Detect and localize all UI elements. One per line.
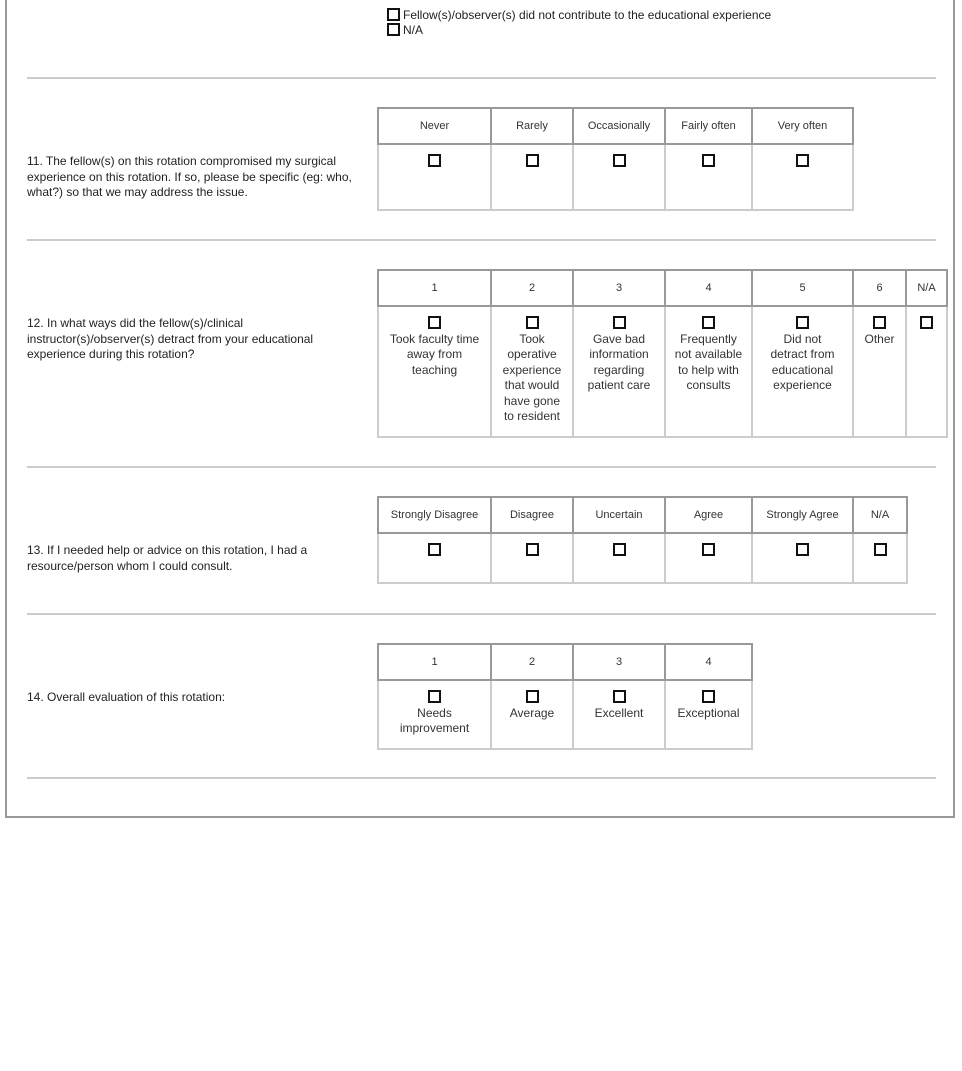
checkbox-na[interactable] bbox=[874, 543, 887, 556]
option-label: Other bbox=[864, 331, 895, 346]
column-header: N/A bbox=[853, 497, 907, 533]
checkbox-rarely[interactable] bbox=[526, 154, 539, 167]
answer-cell bbox=[752, 144, 853, 210]
column-header: 5 bbox=[752, 270, 853, 306]
divider bbox=[27, 613, 936, 615]
answer-cell bbox=[665, 680, 752, 749]
checkbox-4[interactable] bbox=[702, 316, 715, 329]
answer-cell bbox=[378, 680, 491, 749]
answer-cell bbox=[491, 680, 573, 749]
column-header: Disagree bbox=[491, 497, 573, 533]
column-header: Agree bbox=[665, 497, 752, 533]
checkbox-strongly-disagree[interactable] bbox=[428, 543, 441, 556]
answer-cell bbox=[378, 144, 491, 210]
divider bbox=[27, 777, 936, 779]
checkbox-1[interactable] bbox=[428, 316, 441, 329]
divider bbox=[27, 239, 936, 241]
answer-cell bbox=[378, 533, 491, 583]
option-label: Took operative experience that would have gone to resident bbox=[502, 331, 562, 423]
checkbox-1[interactable] bbox=[428, 690, 441, 703]
option-label: Took faculty time away from teaching bbox=[389, 331, 480, 377]
option-label: Average bbox=[509, 705, 555, 720]
question-12-text: 12. In what ways did the fellow(s)/clinical instructor(s)/observer(s) detract from your educational experience during this rotation? bbox=[27, 316, 314, 361]
option-label: Excellent bbox=[594, 705, 644, 720]
column-header: Strongly Agree bbox=[752, 497, 853, 533]
option-label: Frequently not available to help with consults bbox=[674, 331, 743, 392]
checkbox-agree[interactable] bbox=[702, 543, 715, 556]
answer-cell bbox=[853, 306, 906, 437]
checkbox-uncertain[interactable] bbox=[613, 543, 626, 556]
checkbox[interactable] bbox=[387, 23, 400, 36]
column-header: 3 bbox=[573, 644, 665, 680]
answer-cell bbox=[491, 144, 573, 210]
option-label: Exceptional bbox=[677, 705, 740, 720]
column-header: Very often bbox=[752, 108, 853, 144]
answer-cell bbox=[573, 533, 665, 583]
column-header: N/A bbox=[906, 270, 947, 306]
checkbox-never[interactable] bbox=[428, 154, 441, 167]
answer-cell bbox=[491, 533, 573, 583]
checkbox-strongly-agree[interactable] bbox=[796, 543, 809, 556]
divider bbox=[27, 77, 936, 79]
answer-cell bbox=[752, 306, 853, 437]
question-13-text: 13. If I needed help or advice on this rotation, I had a resource/person whom I could consult. bbox=[27, 543, 308, 573]
question-13-table bbox=[377, 496, 908, 584]
column-header: 2 bbox=[491, 270, 573, 306]
answer-cell bbox=[665, 533, 752, 583]
column-header: Never bbox=[378, 108, 491, 144]
checkbox-na[interactable] bbox=[920, 316, 933, 329]
question-14-table bbox=[377, 643, 753, 750]
question-12-table bbox=[377, 269, 948, 438]
answer-cell bbox=[853, 533, 907, 583]
column-header: Rarely bbox=[491, 108, 573, 144]
checkbox-occasionally[interactable] bbox=[613, 154, 626, 167]
checkbox-fairly-often[interactable] bbox=[702, 154, 715, 167]
checkbox[interactable] bbox=[387, 8, 400, 21]
checkbox-disagree[interactable] bbox=[526, 543, 539, 556]
answer-cell bbox=[752, 533, 853, 583]
answer-cell bbox=[573, 306, 665, 437]
column-header: 2 bbox=[491, 644, 573, 680]
answer-cell bbox=[665, 144, 752, 210]
checkbox-3[interactable] bbox=[613, 690, 626, 703]
checkbox-4[interactable] bbox=[702, 690, 715, 703]
checkbox-6[interactable] bbox=[873, 316, 886, 329]
column-header: Occasionally bbox=[573, 108, 665, 144]
checkbox-2[interactable] bbox=[526, 690, 539, 703]
column-header: 4 bbox=[665, 270, 752, 306]
answer-cell bbox=[906, 306, 947, 437]
column-header: 1 bbox=[378, 644, 491, 680]
checkbox-5[interactable] bbox=[796, 316, 809, 329]
question-14-text: 14. Overall evaluation of this rotation: bbox=[27, 690, 226, 704]
question-11-text: 11. The fellow(s) on this rotation compromised my surgical experience on this rotation. If so, please be specific (eg: who, what?) so that we may address the issue. bbox=[27, 154, 352, 199]
column-header: Uncertain bbox=[573, 497, 665, 533]
column-header: Strongly Disagree bbox=[378, 497, 491, 533]
checkbox-3[interactable] bbox=[613, 316, 626, 329]
option-label: Did not detract from educational experience bbox=[770, 331, 835, 392]
option-na[interactable]: N/A bbox=[387, 23, 423, 38]
option-label: Gave bad information regarding patient care bbox=[587, 331, 651, 392]
answer-cell bbox=[378, 306, 491, 437]
option-fellow-no-contribute[interactable]: Fellow(s)/observer(s) did not contribute to the educational experience bbox=[387, 8, 771, 23]
checkbox-very-often[interactable] bbox=[796, 154, 809, 167]
answer-cell bbox=[573, 680, 665, 749]
column-header: 4 bbox=[665, 644, 752, 680]
option-label: Needs improvement bbox=[399, 705, 470, 735]
question-11-table bbox=[377, 107, 854, 211]
divider bbox=[27, 466, 936, 468]
answer-cell bbox=[665, 306, 752, 437]
column-header: 3 bbox=[573, 270, 665, 306]
checkbox-2[interactable] bbox=[526, 316, 539, 329]
answer-cell bbox=[491, 306, 573, 437]
column-header: 1 bbox=[378, 270, 491, 306]
column-header: Fairly often bbox=[665, 108, 752, 144]
column-header: 6 bbox=[853, 270, 906, 306]
answer-cell bbox=[573, 144, 665, 210]
